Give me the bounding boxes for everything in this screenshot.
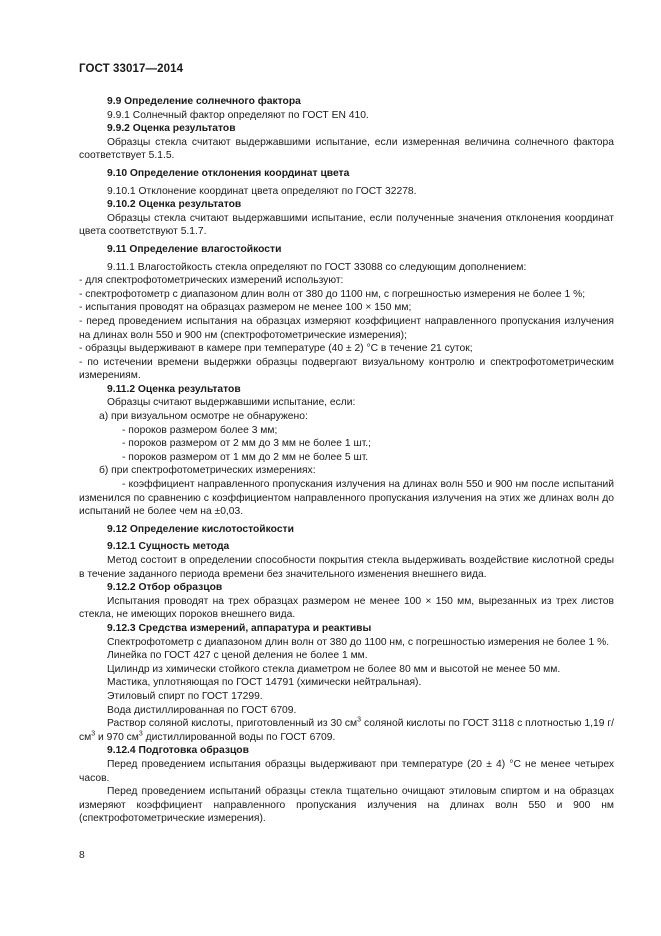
subsection-heading: 9.9.2 Оценка результатов — [107, 123, 236, 135]
paragraph: Образцы стекла считают выдержавшими испытание, если полученные значения отклонения координат цвета соответствуют 5.1.7. — [79, 212, 614, 238]
paragraph: Испытания проводят на трех образцах размером не менее 100 × 150 мм, вырезанных из трех листов стекла, не имеющих пороков внешнего вида. — [79, 595, 614, 621]
section-heading: 9.9 Определение солнечного фактора — [107, 96, 301, 107]
paragraph — [79, 717, 614, 744]
document-header: ГОСТ 33017—2014 — [79, 63, 184, 75]
list-item: - пороков размером от 2 мм до 3 мм не более 1 шт.; — [122, 438, 372, 450]
paragraph: Цилиндр из химически стойкого стекла диаметром не более 80 мм и высотой не менее 50 мм. — [107, 663, 561, 675]
list-item: - коэффициент направленного пропускания излучения на длинах волн 550 и 900 нм после испытаний изменился по сравнению с коэффициентом направленного пропускания излучения на этих же длинах волн до испытаний не более чем на ±0,03. — [79, 479, 614, 518]
list-item: - для спектрофотометрических измерений используют: — [79, 275, 344, 287]
section-heading: 9.12 Определение кислотостойкости — [107, 523, 294, 535]
list-item: - по истечении времени выдержки образцы подвергают визуальному контролю и спектрофотометрическим измерениям. — [79, 356, 614, 382]
paragraph: Этиловый спирт по ГОСТ 17299. — [107, 690, 263, 702]
superscript: 3 — [91, 730, 96, 738]
paragraph: 9.9.1 Солнечный фактор определяют по ГОСТ EN 410. — [107, 109, 369, 121]
subsection-heading: 9.12.3 Средства измерений, аппаратура и реактивы — [107, 622, 372, 634]
subsection-heading: 9.12.1 Сущность метода — [107, 541, 230, 553]
list-item: - перед проведением испытания на образцах измеряют коэффициент направленного пропускания излучения на длинах волн 550 и 900 нм (спектрофотометрические измерения); — [79, 315, 614, 341]
section-heading: 9.11 Определение влагостойкости — [107, 243, 282, 255]
list-item: - спектрофотометр с диапазоном длин волн от 380 до 1100 нм, с погрешностью измерения не более 1 %; — [79, 288, 586, 300]
paragraph: Вода дистиллированная по ГОСТ 6709. — [107, 704, 297, 716]
list-item: а) при визуальном осмотре не обнаружено: — [99, 411, 308, 423]
list-item: б) при спектрофотометрических измерениях: — [99, 465, 316, 477]
subsection-heading: 9.10.2 Оценка результатов — [107, 199, 242, 211]
paragraph: Образцы стекла считают выдержавшими испытание, если измеренная величина солнечного фактора соответствует 5.1.5. — [79, 136, 614, 162]
paragraph: Перед проведением испытания образцы выдерживают при температуре (20 ± 4) °С не менее четырех часов. — [79, 758, 614, 784]
list-item: - пороков размером от 1 мм до 2 мм не более 5 шт. — [122, 451, 369, 463]
text-run: Раствор соляной кислоты, приготовленный из 30 см — [107, 718, 358, 730]
superscript: 3 — [357, 716, 362, 724]
subsection-heading: 9.11.2 Оценка результатов — [107, 383, 241, 395]
list-item: - пороков размером более 3 мм; — [122, 424, 278, 436]
paragraph: 9.11.1 Влагостойкость стекла определяют по ГОСТ 33088 со следующим дополнением: — [107, 261, 527, 273]
section-heading: 9.10 Определение отклонения координат цвета — [107, 167, 350, 179]
text-run: дистиллированной воды по ГОСТ 6709. — [142, 731, 336, 743]
paragraph: Метод состоит в определении способности покрытия стекла выдерживать воздействие кислотной среды в течение заданного периода времени без значительного изменения внешнего вида. — [79, 555, 614, 580]
subsection-heading: 9.12.4 Подготовка образцов — [107, 745, 249, 757]
paragraph: Перед проведением испытаний образцы стекла тщательно очищают этиловым спиртом и на образцах измеряют коэффициент направленного пропускания излучения на длинах волн 550 и 900 нм (спектрофотометрические измерения). — [79, 786, 614, 825]
list-item: - испытания проводят на образцах размером не менее 100 × 150 мм; — [79, 302, 412, 314]
list-item: - образцы выдерживают в камере при температуре (40 ± 2) °С в течение 21 суток; — [79, 343, 473, 355]
superscript: 3 — [138, 730, 143, 738]
subsection-heading: 9.12.2 Отбор образцов — [107, 582, 223, 594]
paragraph: Спектрофотометр с диапазоном длин волн от 380 до 1100 нм, с погрешностью измерения не более 1 %. — [107, 636, 610, 648]
paragraph: 9.10.1 Отклонение координат цвета определяют по ГОСТ 32278. — [107, 185, 417, 197]
paragraph: Образцы считают выдержавшими испытание, если: — [107, 397, 356, 409]
document-body — [79, 95, 614, 826]
page-number: 8 — [79, 850, 85, 861]
text-run: соляной кислоты по ГОСТ 3118 с плотностью 1,19 г/см — [79, 718, 614, 743]
paragraph: Мастика, уплотняющая по ГОСТ 14791 (химически нейтральная). — [107, 677, 422, 689]
text-run: и 970 см — [95, 731, 139, 743]
paragraph: Линейка по ГОСТ 427 с ценой деления не более 1 мм. — [107, 650, 368, 662]
